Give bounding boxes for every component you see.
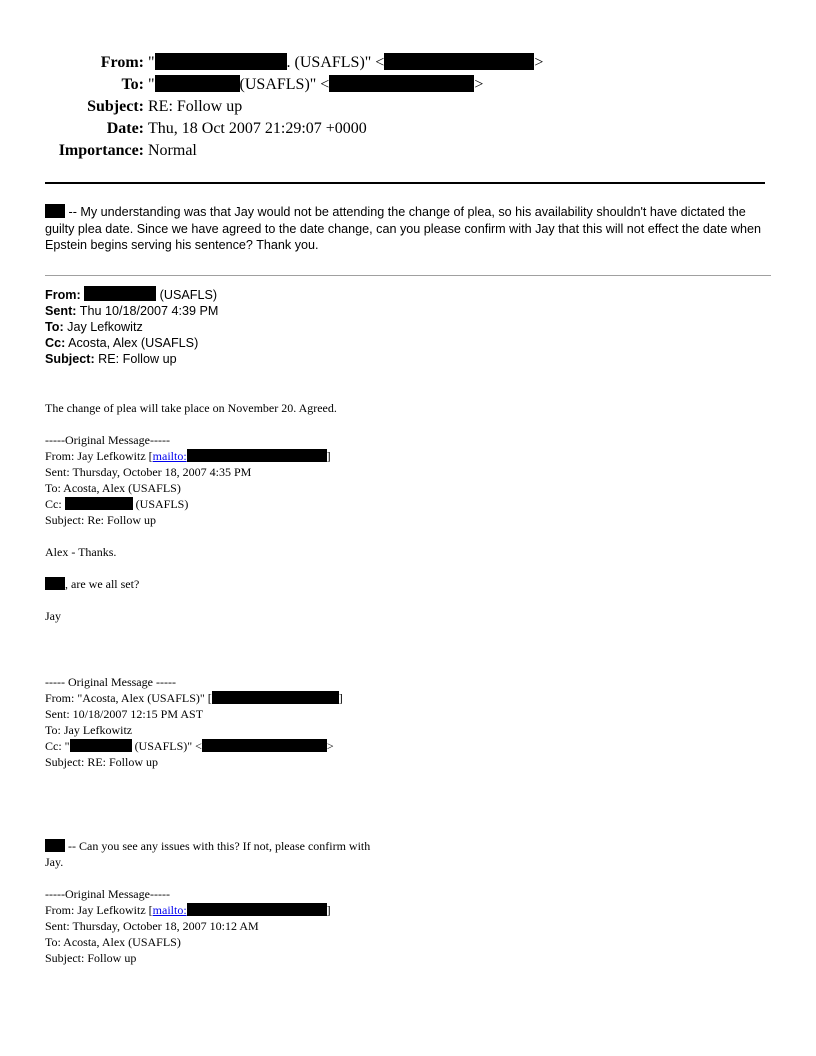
subject-label: Subject: — [87, 98, 144, 115]
redaction-box — [155, 53, 287, 70]
mailto-link[interactable]: mailto: — [152, 449, 187, 463]
original-message-1: -----Original Message----- From: Jay Lefkowitz [mailto: ] Sent: Thursday, October 18, 2007 4:35 PM To: Acosta, Alex (USAFLS) Cc: (USAFLS) Subject: Re: Follow up — [45, 433, 331, 527]
redaction-box — [45, 204, 65, 218]
from-label: From: — [100, 54, 144, 71]
fwd-from-row: From: (USAFLS) — [45, 288, 218, 302]
redaction-box — [384, 53, 534, 70]
fwd-to-row: To: Jay Lefkowitz — [45, 320, 143, 334]
fwd-subject-row: Subject: RE: Follow up — [45, 352, 177, 366]
subject-value: RE: Follow up — [148, 98, 243, 115]
date-value: Thu, 18 Oct 2007 21:29:07 +0000 — [148, 120, 367, 137]
mailto-link[interactable]: mailto: — [152, 903, 187, 917]
issues-text: -- Can you see any issues with this? If not, please confirm with Jay. — [45, 839, 371, 869]
fwd-cc-row: Cc: Acosta, Alex (USAFLS) — [45, 336, 199, 350]
jay-signoff: Jay — [45, 609, 61, 623]
message-divider — [45, 275, 771, 276]
importance-label: Importance: — [58, 142, 144, 159]
forwarded-header — [45, 286, 745, 367]
redaction-box — [70, 739, 132, 752]
original-message-3: -----Original Message----- From: Jay Lefkowitz [mailto: ] Sent: Thursday, October 18, 2007 10:12 AM To: Acosta, Alex (USAFLS) Subject: Follow up — [45, 887, 331, 965]
redaction-box — [329, 75, 474, 92]
message-body: -- My understanding was that Jay would not be attending the change of plea, so his availability shouldn't have dictated the guilty plea date. Since we have agreed to the date change, can you please confirm with Jay that this will not effect the date when Epstein begins serving his sentence? Thank you. — [45, 205, 761, 252]
importance-value: Normal — [148, 142, 197, 159]
header-date-row — [0, 118, 816, 140]
fwd-sent-row: Sent: Thu 10/18/2007 4:39 PM — [45, 304, 219, 318]
redaction-box — [155, 75, 240, 92]
alex-thanks: Alex - Thanks. — [45, 545, 117, 559]
original-message-2: ----- Original Message ----- From: "Acosta, Alex (USAFLS)" [ ] Sent: 10/18/2007 12:15 PM AST To: Jay Lefkowitz Cc: " (USAFLS)" < > Subject: RE: Follow up — [45, 675, 343, 769]
header-divider — [45, 182, 765, 184]
email-header — [0, 52, 816, 162]
to-value: " (USAFLS)" < > — [148, 76, 484, 93]
from-value: " . (USAFLS)" < > — [148, 54, 544, 71]
redaction-box — [187, 449, 327, 462]
redaction-box — [65, 497, 133, 510]
all-set-line: , are we all set? — [45, 576, 765, 592]
redaction-box — [212, 691, 339, 704]
redaction-box — [45, 839, 65, 852]
date-label: Date: — [106, 120, 144, 137]
redaction-box — [202, 739, 327, 752]
header-to-row — [0, 74, 816, 96]
redaction-box — [84, 286, 156, 301]
plea-text: The change of plea will take place on November 20. Agreed. — [45, 401, 337, 415]
header-from-row — [0, 52, 816, 74]
redaction-box — [45, 577, 65, 590]
to-label: To: — [121, 76, 144, 93]
header-subject-row — [0, 96, 816, 118]
header-importance-row — [0, 140, 816, 162]
redaction-box — [187, 903, 327, 916]
